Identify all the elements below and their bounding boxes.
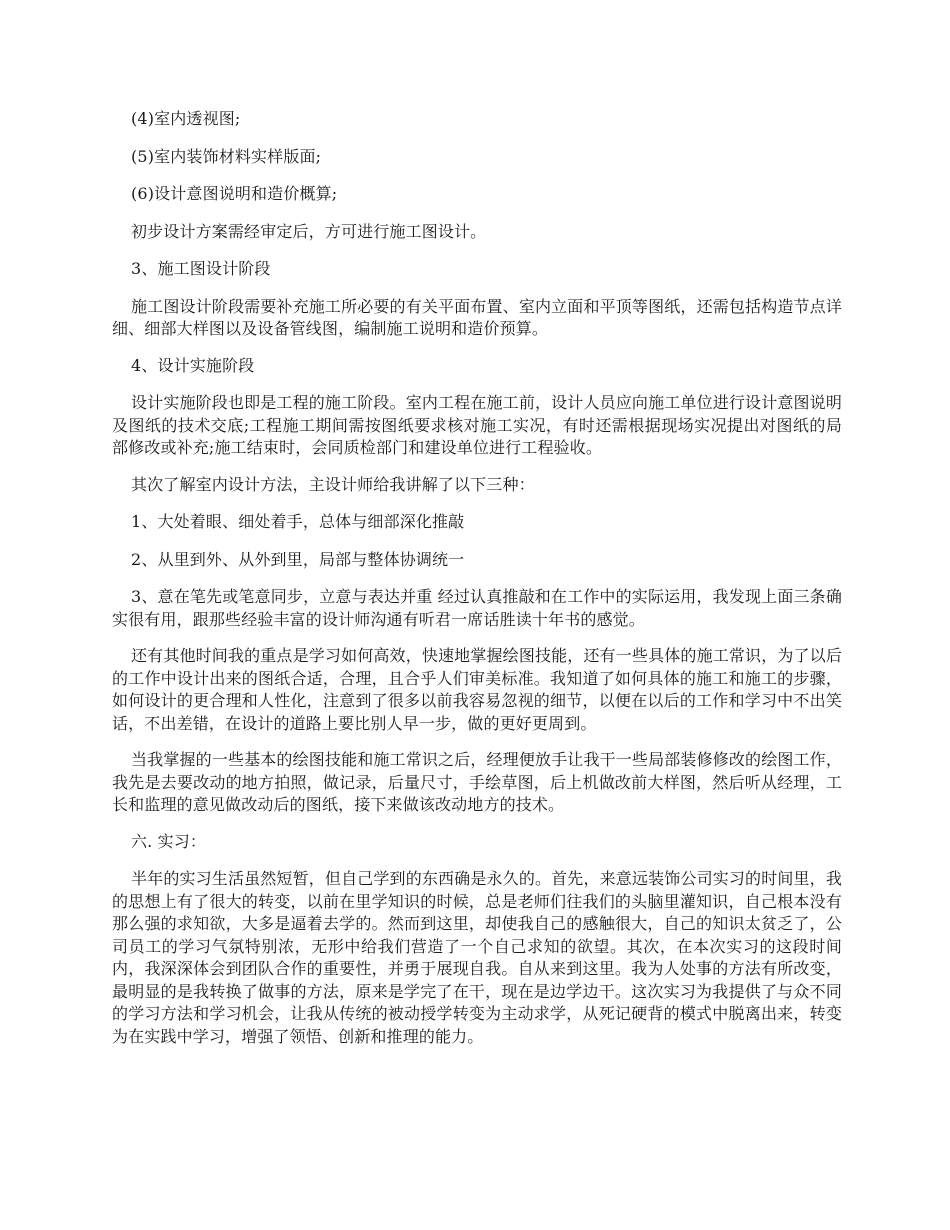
paragraph-construction-drawing: 施工图设计阶段需要补充施工所必要的有关平面布置、室内立面和平顶等图纸，还需包括构造节点详细、细部大样图以及设备管线图，编制施工说明和造价预算。 — [112, 296, 842, 338]
list-item-5: (5)室内装饰材料实样版面; — [131, 146, 322, 166]
paragraph-review: 初步设计方案需经审定后，方可进行施工图设计。 — [131, 221, 487, 241]
paragraph-methods-intro: 其次了解室内设计方法，主设计师给我讲解了以下三种： — [131, 474, 535, 494]
section-heading-internship: 六. 实习： — [131, 831, 207, 851]
paragraph-drawing-skills: 还有其他时间我的重点是学习如何高效，快速地掌握绘图技能，还有一些具体的施工常识，为了以后的工作中设计出来的图纸合适，合理，且合乎人们审美标准。我知道了如何具体的施工和施工的步骤，如何设计的更合理和人性化，注意到了很多以前我容易忽视的细节，以便在以后的工作和学习中不出笑话，不出差错，在设计的道路上要比别人早一步，做的更好更周到。 — [112, 646, 842, 733]
method-item-2: 2、从里到外、从外到里，局部与整体协调统一 — [131, 549, 465, 569]
paragraph-internship: 半年的实习生活虽然短暂，但自己学到的东西确是永久的。首先，来意远装饰公司实习的时间里，我的思想上有了很大的转变，以前在里学知识的时候，总是老师们往我们的头脑里灌知识，自己根本没有那么强的求知欲，大多是逼着去学的。然而到这里，却使我自己的感触很大，自己的知识太贫乏了，公司员工的学习气氛特别浓，无形中给我们营造了一个自己求知的欲望。其次，在本次实习的这段时间内，我深深体会到团队合作的重要性，并勇于展现自我。自从来到这里。我为人处事的方法有所改变，最明显的是我转换了做事的方法，原来是学完了在干，现在是边学边干。这次实习为我提供了与众不同的学习方法和学习机会，让我从传统的被动授学转变为主动求学，从死记硬背的模式中脱离出来，转变为在实践中学习，增强了领悟、创新和推理的能力。 — [112, 869, 842, 1046]
paragraph-implementation: 设计实施阶段也即是工程的施工阶段。室内工程在施工前，设计人员应向施工单位进行设计意图说明及图纸的技术交底;工程施工期间需按图纸要求核对施工实况，有时还需根据现场实况提出对图纸的局部修改或补充;施工结束时，会同质检部门和建设单位进行工程验收。 — [112, 393, 842, 457]
method-item-3: 3、意在笔先或笔意同步，立意与表达并重 经过认真推敲和在工作中的实际运用，我发现上面三条确实很有用，跟那些经验丰富的设计师沟通有听君一席话胜读十年书的感觉。 — [112, 587, 842, 629]
section-heading-construction-drawing: 3、施工图设计阶段 — [131, 259, 271, 278]
list-item-4: (4)室内透视图; — [131, 109, 241, 128]
paragraph-renovation-work: 当我掌握的一些基本的绘图技能和施工常识之后，经理便放手让我干一些局部装修修改的绘图工作，我先是去要改动的地方拍照，做记录，后量尺寸，手绘草图，后上机做改前大样图，然后听从经理，工长和监理的意见做改动后的图纸，接下来做该改动地方的技术。 — [112, 750, 842, 814]
method-item-1: 1、大处着眼、细处着手，总体与细部深化推敲 — [131, 512, 465, 531]
list-item-6: (6)设计意图说明和造价概算; — [131, 184, 338, 203]
document-page — [112, 108, 842, 1062]
section-heading-implementation: 4、设计实施阶段 — [131, 355, 255, 375]
